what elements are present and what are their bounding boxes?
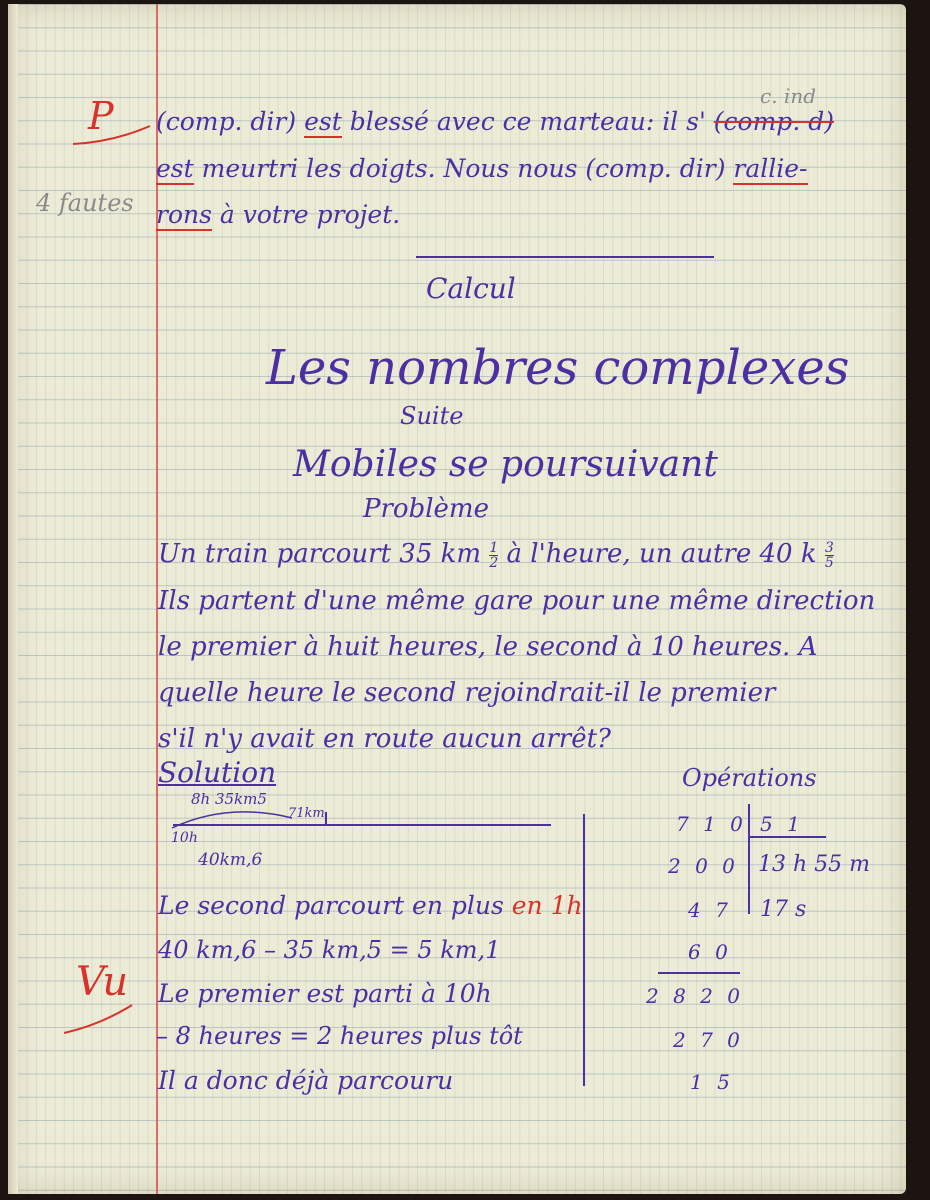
frac-num-2: 3	[824, 539, 834, 556]
problem-line-5: s'il n'y avait en route aucun arrêt?	[158, 724, 611, 754]
diagram-label-start: 10h	[171, 830, 198, 846]
problem-line-3: le premier à huit heures, le second à 10 heures. A	[158, 632, 818, 662]
margin-mark-vu: Vu	[76, 959, 129, 1005]
subtitle-mobiles: Mobiles se poursuivant	[293, 444, 718, 485]
subtitle-probleme: Problème	[363, 494, 489, 524]
vu-underline	[60, 999, 140, 1039]
diagram-line	[173, 824, 551, 826]
margin-note-fautes: 4 fautes	[36, 189, 134, 217]
dict-2a: est	[156, 154, 194, 183]
problem-line-2: Ils partent d'une même gare pour une même direction	[158, 586, 876, 616]
solution-1a: Le second parcourt en plus	[158, 891, 504, 920]
op-sum-line	[658, 972, 740, 974]
frac-den-2: 5	[824, 554, 834, 571]
dict-2c: rallie-	[733, 154, 808, 183]
op-remainder: 17 s	[760, 897, 807, 922]
solution-line-1	[158, 891, 583, 920]
op-r2: 4 7	[688, 898, 732, 922]
solution-line-4: – 8 heures = 2 heures plus tôt	[156, 1022, 523, 1050]
diagram-arc	[168, 802, 298, 832]
op-r5: 2 7 0	[673, 1028, 744, 1052]
op-dividend: 7 1 0	[676, 812, 747, 836]
section-separator	[416, 256, 714, 258]
operations-heading: Opérations	[682, 764, 817, 792]
diagram-tick	[325, 812, 327, 826]
notebook-page	[8, 4, 906, 1194]
op-r6: 1 5	[690, 1070, 734, 1094]
dict-1c: blessé avec ce marteau: il s'	[349, 107, 706, 136]
problem-1b: à l'heure, un autre 40 k	[506, 539, 817, 569]
solution-line-3: Le premier est parti à 10h	[158, 979, 492, 1008]
dictation-line-1	[156, 107, 834, 136]
op-quotient: 13 h 55 m	[758, 852, 870, 877]
diagram-label-top: 8h 35km5	[191, 790, 267, 808]
solution-operations-divider	[583, 814, 585, 1086]
diagram-label-bottom: 40km,6	[198, 850, 263, 870]
problem-line-4: quelle heure le second rejoindrait-il le premier	[158, 678, 776, 708]
page-spine	[8, 4, 18, 1194]
dict-3a: rons	[156, 200, 212, 229]
problem-line-1	[158, 539, 834, 570]
correction-c-ind: c. ind	[760, 84, 816, 108]
margin-mark-underline	[68, 122, 158, 152]
problem-fraction-half	[489, 541, 498, 570]
op-r4: 2 8 2 0	[646, 984, 744, 1008]
problem-fraction-three-fifths	[825, 541, 834, 570]
solution-1b: en 1h	[511, 891, 583, 920]
dict-1d: (comp. d)	[713, 107, 834, 136]
section-title: Calcul	[426, 272, 516, 305]
solution-heading: Solution	[158, 756, 277, 789]
dictation-line-3	[156, 200, 400, 229]
op-divisor: 5 1	[760, 812, 804, 836]
dictation-line-2	[156, 154, 808, 183]
main-title: Les nombres complexes	[266, 340, 850, 396]
op-division-bar	[748, 804, 750, 914]
solution-line-5: Il a donc déjà parcouru	[158, 1066, 454, 1095]
margin-mark-p: P	[88, 94, 114, 138]
problem-1a: Un train parcourt 35 km	[158, 539, 482, 569]
dict-3b: à votre projet.	[219, 200, 401, 229]
op-divisor-line	[748, 836, 826, 838]
dict-2b: meurtri les doigts. Nous nous (comp. dir)	[201, 154, 726, 183]
diagram-label-mid: 71km	[288, 806, 325, 821]
op-r1: 2 0 0	[668, 854, 739, 878]
dict-1b: est	[304, 107, 342, 136]
solution-line-2: 40 km,6 – 35 km,5 = 5 km,1	[158, 936, 501, 964]
dict-1a: (comp. dir)	[156, 107, 297, 136]
op-r3: 6 0	[688, 940, 732, 964]
subtitle-suite: Suite	[400, 402, 464, 430]
frac-num-1: 1	[489, 539, 499, 556]
frac-den-1: 2	[489, 554, 499, 571]
